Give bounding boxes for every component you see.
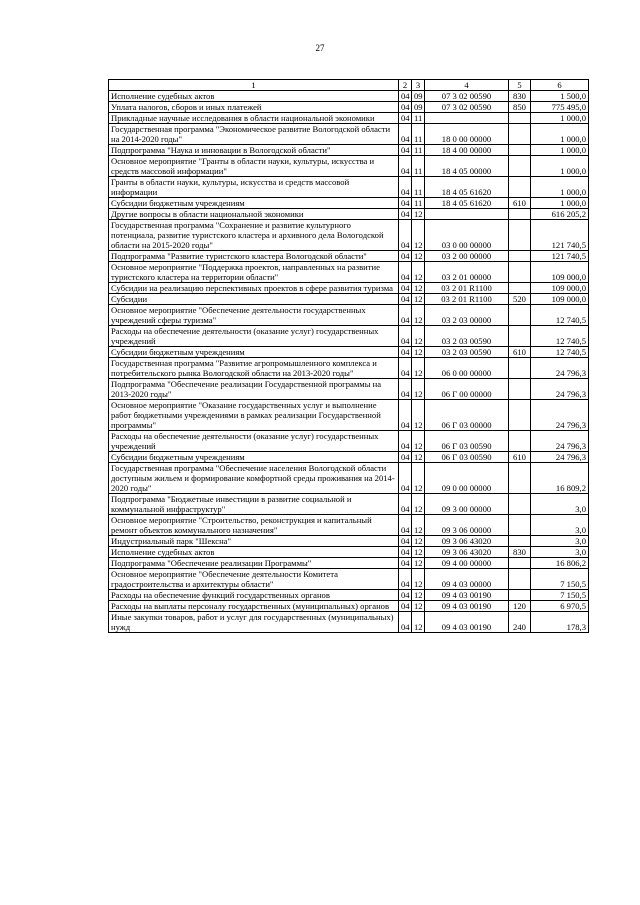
- table-row: [109, 283, 589, 294]
- row-name: Прикладные научные исследования в области национальной экономики: [109, 113, 399, 124]
- row-target-code: 09 4 00 00000: [425, 558, 509, 569]
- row-expense-type: 120: [509, 601, 531, 612]
- row-amount: 3,0: [531, 547, 589, 558]
- row-section: 04: [399, 400, 412, 431]
- table-row: [109, 326, 589, 347]
- row-subsection: 12: [412, 452, 425, 463]
- row-subsection: 12: [412, 209, 425, 220]
- row-target-code: 06 Г 03 00000: [425, 400, 509, 431]
- row-expense-type: [509, 515, 531, 536]
- row-name: Уплата налогов, сборов и иных платежей: [109, 102, 399, 113]
- row-section: 04: [399, 220, 412, 251]
- row-target-code: 09 3 06 43020: [425, 547, 509, 558]
- row-expense-type: [509, 113, 531, 124]
- table-row: [109, 569, 589, 590]
- row-subsection: 12: [412, 536, 425, 547]
- row-subsection: 11: [412, 177, 425, 198]
- row-expense-type: 610: [509, 198, 531, 209]
- row-amount: 12 740,5: [531, 305, 589, 326]
- row-subsection: 12: [412, 515, 425, 536]
- row-target-code: 03 2 00 00000: [425, 251, 509, 262]
- row-subsection: 11: [412, 156, 425, 177]
- row-subsection: 12: [412, 283, 425, 294]
- row-subsection: 12: [412, 358, 425, 379]
- header-col-name: 1: [109, 80, 399, 91]
- row-section: 04: [399, 177, 412, 198]
- table-row: [109, 262, 589, 283]
- table-row: [109, 145, 589, 156]
- row-amount: 178,3: [531, 612, 589, 633]
- table-row: [109, 209, 589, 220]
- table-row: [109, 294, 589, 305]
- row-expense-type: 520: [509, 294, 531, 305]
- row-section: 04: [399, 536, 412, 547]
- row-name: Расходы на обеспечение функций государственных органов: [109, 590, 399, 601]
- row-target-code: 18 4 00 00000: [425, 145, 509, 156]
- row-section: 04: [399, 612, 412, 633]
- row-expense-type: [509, 536, 531, 547]
- row-section: 04: [399, 262, 412, 283]
- row-target-code: 18 0 00 00000: [425, 124, 509, 145]
- row-subsection: 12: [412, 262, 425, 283]
- row-section: 04: [399, 431, 412, 452]
- row-subsection: 12: [412, 220, 425, 251]
- table-row: [109, 547, 589, 558]
- row-name: Гранты в области науки, культуры, искусства и средств массовой информации: [109, 177, 399, 198]
- row-expense-type: [509, 177, 531, 198]
- table-row: [109, 536, 589, 547]
- row-expense-type: [509, 145, 531, 156]
- row-name: Иные закупки товаров, работ и услуг для государственных (муниципальных) нужд: [109, 612, 399, 633]
- row-section: 04: [399, 326, 412, 347]
- page-number: 27: [315, 43, 325, 53]
- row-name: Подпрограмма "Бюджетные инвестиции в развитие социальной и коммунальной инфраструктур": [109, 494, 399, 515]
- row-target-code: 03 2 01 00000: [425, 262, 509, 283]
- row-amount: 16 806,2: [531, 558, 589, 569]
- row-amount: 3,0: [531, 494, 589, 515]
- row-expense-type: [509, 463, 531, 494]
- row-section: 04: [399, 569, 412, 590]
- row-subsection: 12: [412, 294, 425, 305]
- row-expense-type: [509, 379, 531, 400]
- row-section: 04: [399, 91, 412, 102]
- row-target-code: 03 2 03 00590: [425, 347, 509, 358]
- row-amount: 24 796,3: [531, 431, 589, 452]
- row-name: Исполнение судебных актов: [109, 91, 399, 102]
- table-row: [109, 590, 589, 601]
- table-row: [109, 558, 589, 569]
- row-amount: 7 150,5: [531, 569, 589, 590]
- row-target-code: 09 4 03 00190: [425, 590, 509, 601]
- row-amount: 6 970,5: [531, 601, 589, 612]
- row-amount: 12 740,5: [531, 326, 589, 347]
- row-expense-type: 830: [509, 91, 531, 102]
- row-name: Подпрограмма "Обеспечение реализации Государственной программы на 2013-2020 годы": [109, 379, 399, 400]
- row-target-code: 07 3 02 00590: [425, 91, 509, 102]
- row-section: 04: [399, 156, 412, 177]
- row-name: Государственная программа "Обеспечение населения Вологодской области доступным жильем и формирование комфортной среды проживания на 2014-2020 годы": [109, 463, 399, 494]
- row-amount: 24 796,3: [531, 400, 589, 431]
- row-subsection: 11: [412, 113, 425, 124]
- row-subsection: 12: [412, 251, 425, 262]
- row-name: Основное мероприятие "Оказание государственных услуг и выполнение работ бюджетными учреждениями в рамках реализации Государственной программы": [109, 400, 399, 431]
- row-subsection: 12: [412, 569, 425, 590]
- table-row: [109, 358, 589, 379]
- row-target-code: 09 3 06 00000: [425, 515, 509, 536]
- row-name: Основное мероприятие "Обеспечение деятельности государственных учреждений сферы туризма": [109, 305, 399, 326]
- row-amount: 16 809,2: [531, 463, 589, 494]
- row-section: 04: [399, 305, 412, 326]
- row-name: Субсидии бюджетным учреждениям: [109, 452, 399, 463]
- row-section: 04: [399, 494, 412, 515]
- row-amount: 616 205,2: [531, 209, 589, 220]
- row-expense-type: 240: [509, 612, 531, 633]
- header-col-section: 2: [399, 80, 412, 91]
- row-name: Основное мероприятие "Гранты в области науки, культуры, искусства и средств массовой информации": [109, 156, 399, 177]
- row-expense-type: [509, 431, 531, 452]
- row-expense-type: [509, 326, 531, 347]
- row-expense-type: [509, 209, 531, 220]
- row-name: Субсидии: [109, 294, 399, 305]
- row-expense-type: [509, 569, 531, 590]
- row-target-code: 06 Г 00 00000: [425, 379, 509, 400]
- row-amount: 24 796,3: [531, 452, 589, 463]
- row-expense-type: [509, 156, 531, 177]
- row-expense-type: [509, 124, 531, 145]
- row-subsection: 12: [412, 400, 425, 431]
- row-subsection: 11: [412, 124, 425, 145]
- row-section: 04: [399, 209, 412, 220]
- table-row: [109, 452, 589, 463]
- row-name: Индустриальный парк "Шексна": [109, 536, 399, 547]
- row-expense-type: [509, 358, 531, 379]
- row-target-code: 18 4 05 61620: [425, 177, 509, 198]
- table-row: [109, 347, 589, 358]
- row-amount: 1 000,0: [531, 198, 589, 209]
- table-row: [109, 515, 589, 536]
- row-amount: 121 740,5: [531, 220, 589, 251]
- row-amount: 1 000,0: [531, 145, 589, 156]
- row-section: 04: [399, 145, 412, 156]
- row-amount: 109 000,0: [531, 283, 589, 294]
- row-amount: 121 740,5: [531, 251, 589, 262]
- row-subsection: 12: [412, 590, 425, 601]
- row-expense-type: [509, 251, 531, 262]
- row-name: Расходы на обеспечение деятельности (оказание услуг) государственных учреждений: [109, 326, 399, 347]
- table-row: [109, 124, 589, 145]
- header-col-target-code: 4: [425, 80, 509, 91]
- table-row: [109, 400, 589, 431]
- row-target-code: 18 4 05 61620: [425, 198, 509, 209]
- table-body: [109, 91, 589, 633]
- row-target-code: 09 3 00 00000: [425, 494, 509, 515]
- row-amount: 775 495,0: [531, 102, 589, 113]
- row-amount: 12 740,5: [531, 347, 589, 358]
- row-section: 04: [399, 347, 412, 358]
- table-row: [109, 156, 589, 177]
- row-expense-type: 610: [509, 347, 531, 358]
- row-subsection: 11: [412, 145, 425, 156]
- row-target-code: 07 3 02 00590: [425, 102, 509, 113]
- row-amount: 1 000,0: [531, 124, 589, 145]
- row-subsection: 12: [412, 547, 425, 558]
- budget-table: [108, 79, 589, 633]
- table-row: [109, 113, 589, 124]
- row-expense-type: [509, 283, 531, 294]
- row-target-code: 09 4 03 00190: [425, 601, 509, 612]
- row-subsection: 12: [412, 463, 425, 494]
- row-target-code: 06 Г 03 00590: [425, 431, 509, 452]
- row-expense-type: [509, 558, 531, 569]
- table-row: [109, 379, 589, 400]
- row-amount: 3,0: [531, 536, 589, 547]
- row-target-code: 09 4 03 00000: [425, 569, 509, 590]
- row-section: 04: [399, 558, 412, 569]
- row-expense-type: [509, 262, 531, 283]
- row-name: Расходы на обеспечение деятельности (оказание услуг) государственных учреждений: [109, 431, 399, 452]
- table-row: [109, 198, 589, 209]
- row-expense-type: [509, 305, 531, 326]
- row-name: Субсидии бюджетным учреждениям: [109, 347, 399, 358]
- row-subsection: 12: [412, 305, 425, 326]
- row-subsection: 12: [412, 494, 425, 515]
- row-target-code: 06 Г 03 00590: [425, 452, 509, 463]
- table-row: [109, 601, 589, 612]
- row-expense-type: [509, 220, 531, 251]
- row-amount: 3,0: [531, 515, 589, 536]
- header-col-expense-type: 5: [509, 80, 531, 91]
- row-section: 04: [399, 102, 412, 113]
- table-row: [109, 612, 589, 633]
- row-subsection: 09: [412, 102, 425, 113]
- row-name: Подпрограмма "Развитие туристского кластера Вологодской области": [109, 251, 399, 262]
- row-name: Исполнение судебных актов: [109, 547, 399, 558]
- table-row: [109, 220, 589, 251]
- table-row: [109, 305, 589, 326]
- row-amount: 109 000,0: [531, 294, 589, 305]
- row-name: Субсидии на реализацию перспективных проектов в сфере развития туризма: [109, 283, 399, 294]
- row-expense-type: 830: [509, 547, 531, 558]
- row-subsection: 11: [412, 198, 425, 209]
- row-section: 04: [399, 251, 412, 262]
- row-name: Субсидии бюджетным учреждениям: [109, 198, 399, 209]
- row-section: 04: [399, 601, 412, 612]
- row-section: 04: [399, 283, 412, 294]
- row-section: 04: [399, 590, 412, 601]
- row-amount: 1 500,0: [531, 91, 589, 102]
- row-target-code: 18 4 05 00000: [425, 156, 509, 177]
- row-name: Государственная программа "Экономическое развитие Вологодской области на 2014-2020 годы": [109, 124, 399, 145]
- row-subsection: 09: [412, 91, 425, 102]
- table-row: [109, 91, 589, 102]
- row-section: 04: [399, 198, 412, 209]
- row-amount: 1 000,0: [531, 156, 589, 177]
- row-section: 04: [399, 294, 412, 305]
- row-target-code: 03 2 01 R1100: [425, 294, 509, 305]
- row-target-code: 03 2 01 R1100: [425, 283, 509, 294]
- row-section: 04: [399, 358, 412, 379]
- row-section: 04: [399, 113, 412, 124]
- row-name: Другие вопросы в области национальной экономики: [109, 209, 399, 220]
- row-expense-type: [509, 400, 531, 431]
- table-row: [109, 102, 589, 113]
- row-amount: 1 000,0: [531, 113, 589, 124]
- header-col-subsection: 3: [412, 80, 425, 91]
- row-target-code: 03 2 03 00000: [425, 305, 509, 326]
- row-amount: 7 150,5: [531, 590, 589, 601]
- table-row: [109, 494, 589, 515]
- row-name: Государственная программа "Сохранение и развитие культурного потенциала, развитие туристского кластера и архивного дела Вологодской области на 2015-2020 годы": [109, 220, 399, 251]
- row-target-code: [425, 113, 509, 124]
- row-subsection: 12: [412, 601, 425, 612]
- row-expense-type: [509, 590, 531, 601]
- row-target-code: 09 4 03 00190: [425, 612, 509, 633]
- row-amount: 24 796,3: [531, 358, 589, 379]
- row-section: 04: [399, 547, 412, 558]
- row-target-code: 03 2 03 00590: [425, 326, 509, 347]
- row-expense-type: [509, 494, 531, 515]
- row-section: 04: [399, 124, 412, 145]
- row-amount: 109 000,0: [531, 262, 589, 283]
- table-row: [109, 177, 589, 198]
- row-section: 04: [399, 452, 412, 463]
- table-row: [109, 251, 589, 262]
- row-section: 04: [399, 379, 412, 400]
- row-target-code: [425, 209, 509, 220]
- row-subsection: 12: [412, 558, 425, 569]
- table-row: [109, 463, 589, 494]
- row-name: Основное мероприятие "Строительство, реконструкция и капитальный ремонт объектов коммунального назначения": [109, 515, 399, 536]
- row-subsection: 12: [412, 347, 425, 358]
- row-target-code: 09 3 06 43020: [425, 536, 509, 547]
- row-target-code: 09 0 00 00000: [425, 463, 509, 494]
- row-name: Основное мероприятие "Поддержка проектов, направленных на развитие туристского кластера на территории области": [109, 262, 399, 283]
- table-header-row: [109, 80, 589, 91]
- row-name: Государственная программа "Развитие агропромышленного комплекса и потребительского рынка Вологодской области на 2013-2020 годы": [109, 358, 399, 379]
- row-name: Расходы на выплаты персоналу государственных (муниципальных) органов: [109, 601, 399, 612]
- row-expense-type: 850: [509, 102, 531, 113]
- row-name: Подпрограмма "Наука и инновации в Вологодской области": [109, 145, 399, 156]
- table-row: [109, 431, 589, 452]
- row-amount: 1 000,0: [531, 177, 589, 198]
- row-subsection: 12: [412, 379, 425, 400]
- row-amount: 24 796,3: [531, 379, 589, 400]
- row-name: Основное мероприятие "Обеспечение деятельности Комитета градостроительства и архитектуры области": [109, 569, 399, 590]
- row-expense-type: 610: [509, 452, 531, 463]
- row-subsection: 12: [412, 612, 425, 633]
- row-target-code: 03 0 00 00000: [425, 220, 509, 251]
- header-col-amount: 6: [531, 80, 589, 91]
- row-section: 04: [399, 463, 412, 494]
- row-name: Подпрограмма "Обеспечение реализации Программы": [109, 558, 399, 569]
- row-section: 04: [399, 515, 412, 536]
- row-subsection: 12: [412, 326, 425, 347]
- row-target-code: 06 0 00 00000: [425, 358, 509, 379]
- row-subsection: 12: [412, 431, 425, 452]
